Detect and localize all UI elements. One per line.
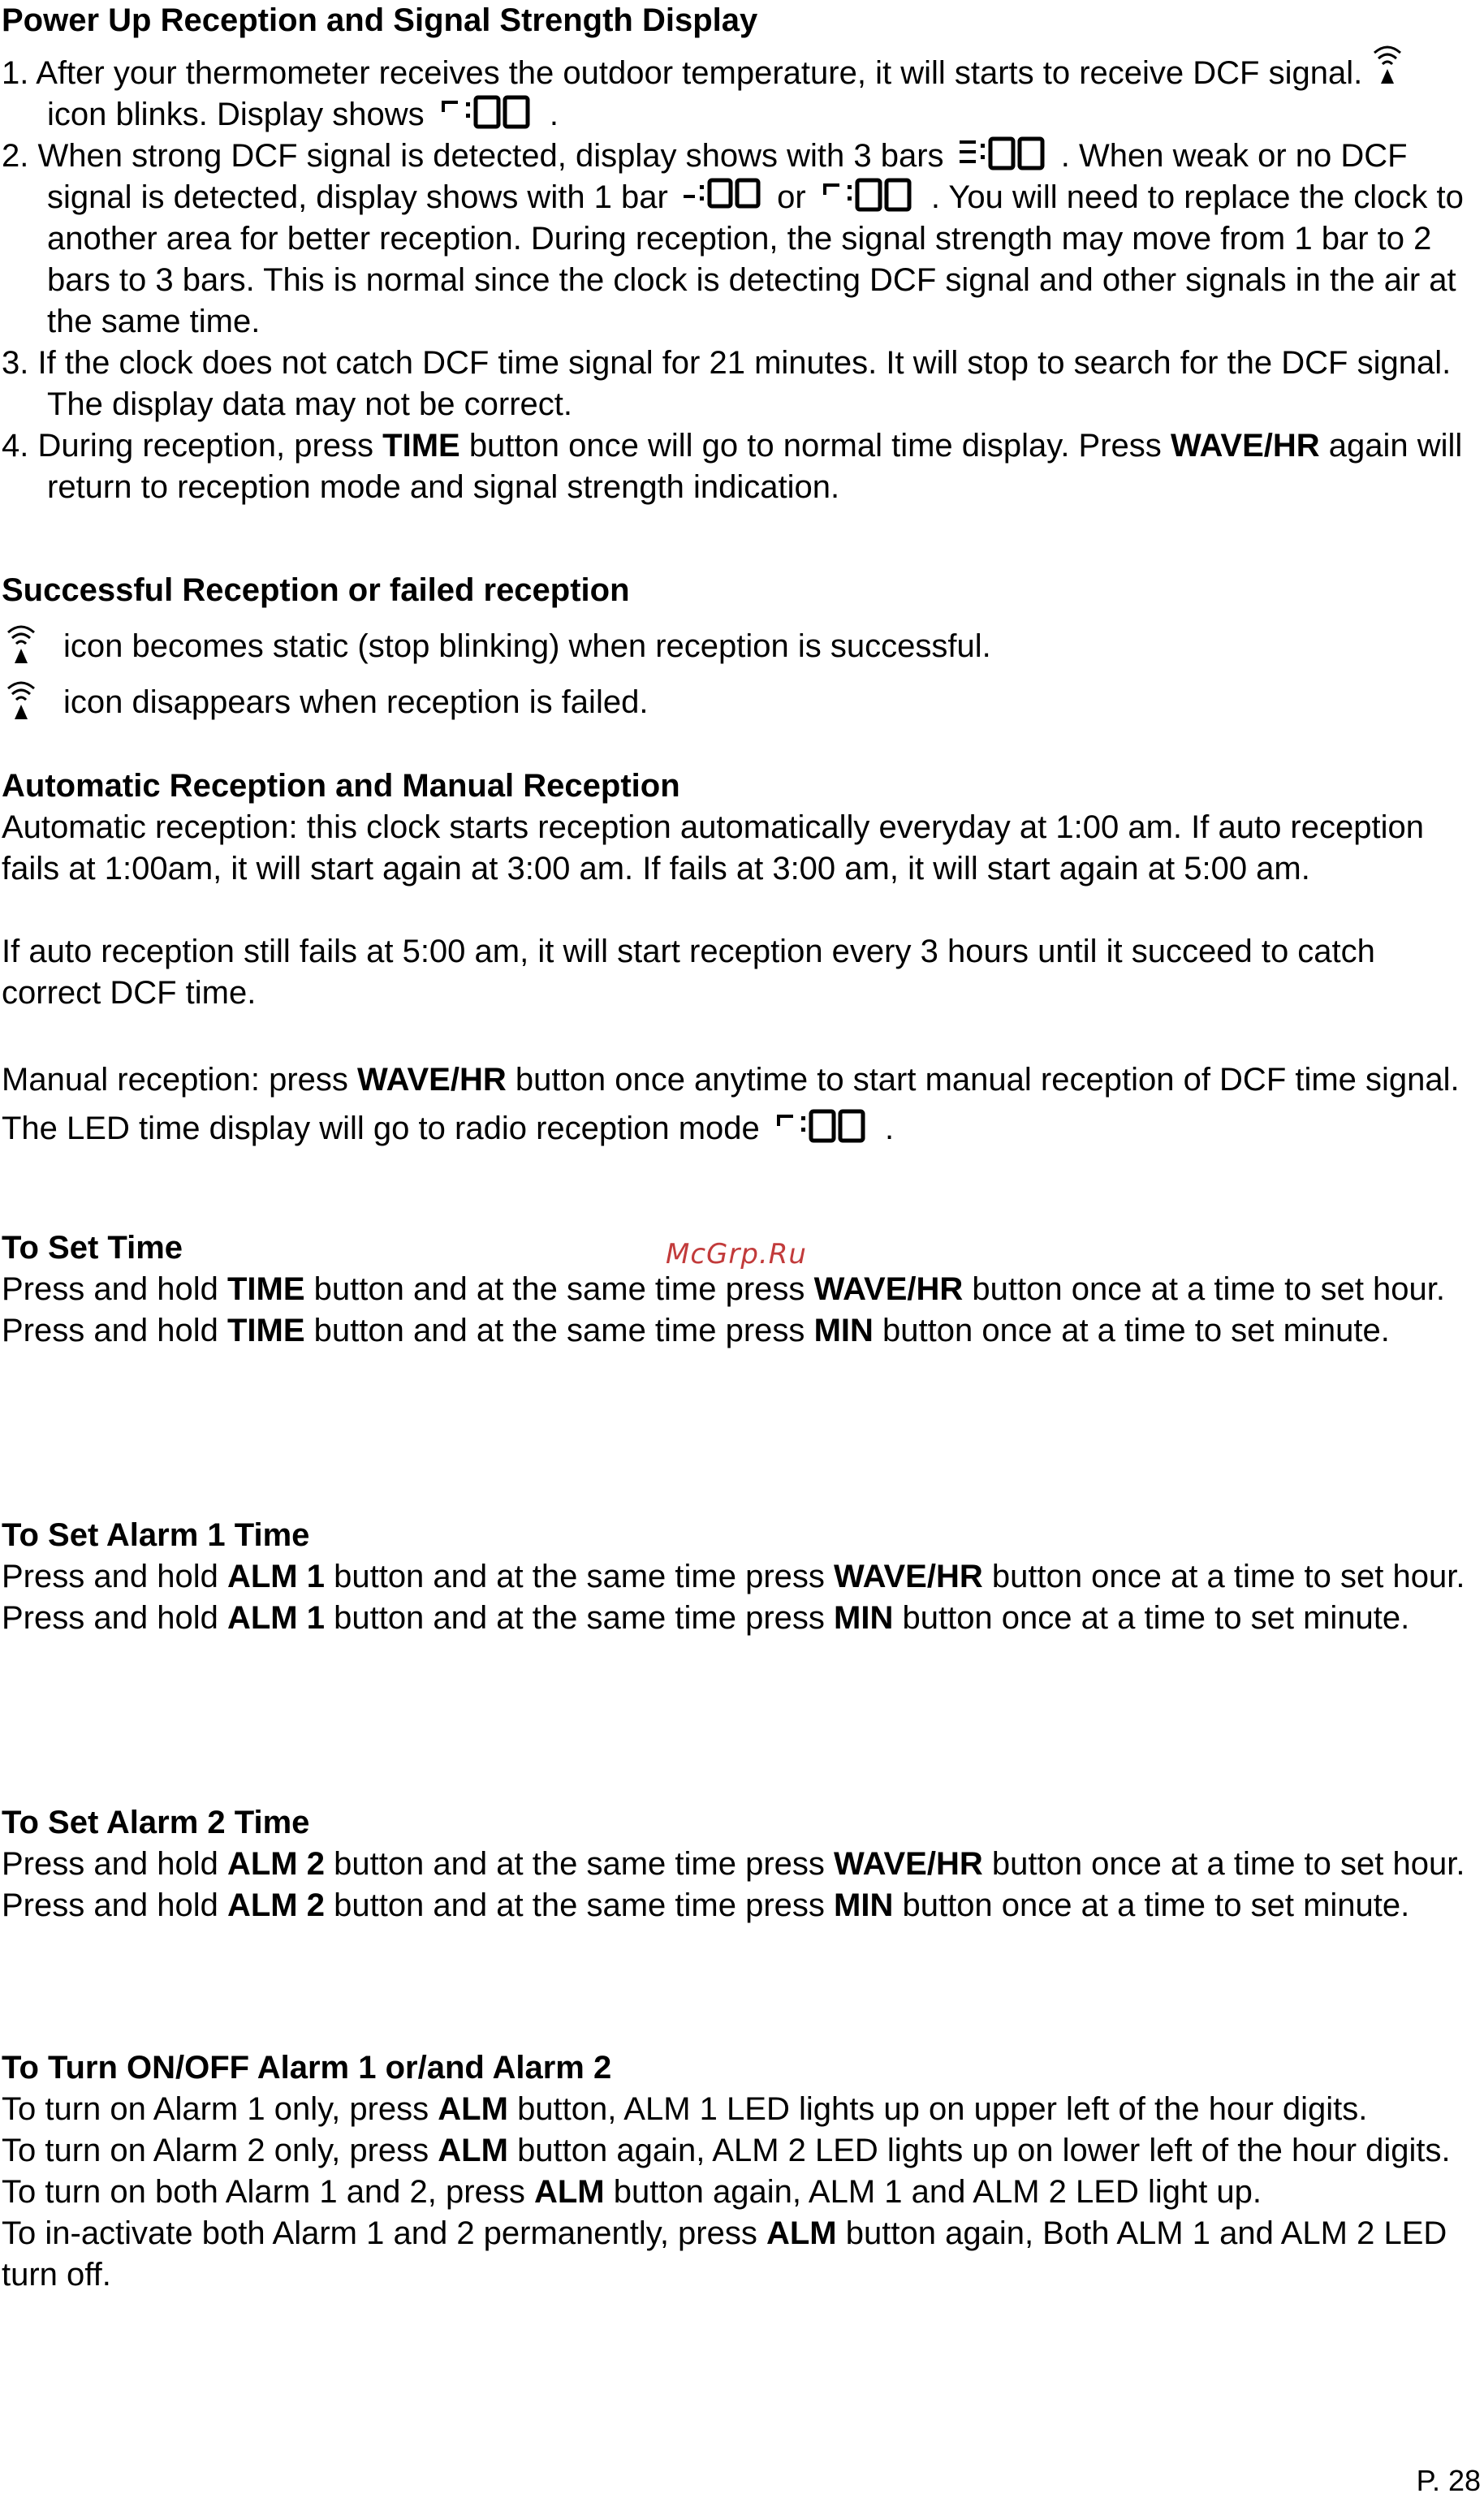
- text: button and at the same time press: [334, 1846, 825, 1882]
- text: To in-activate both Alarm 1 and 2 permanently, press: [2, 2215, 757, 2251]
- wave-hr-button-label: WAVE/HR: [357, 1062, 507, 1098]
- text: button once at a time to set hour.: [991, 1559, 1465, 1594]
- item-text: icon blinks. Display shows: [47, 97, 425, 132]
- text: button once at a time to set minute.: [902, 1600, 1410, 1636]
- time-button-label: TIME: [382, 428, 460, 464]
- set-time-line-2: [2, 1310, 1471, 1352]
- text: To turn on Alarm 2 only, press: [2, 2133, 429, 2168]
- set-time-section: [2, 1227, 1471, 1352]
- text: button again, ALM 1 and ALM 2 LED light up.: [613, 2174, 1262, 2210]
- onoff-line-4: [2, 2213, 1471, 2296]
- alm1-button-label: ALM 1: [226, 1600, 325, 1636]
- set-time-heading: To Set Time: [2, 1230, 183, 1266]
- alm-button-label: ALM: [766, 2215, 837, 2251]
- alarm1-section: [2, 1515, 1471, 1639]
- text: button and at the same time press: [334, 1600, 825, 1636]
- item-text: again will return to reception mode and signal strength indication.: [47, 428, 1463, 505]
- item-text: .: [549, 97, 559, 132]
- list-item: [2, 136, 1471, 343]
- alarm2-line-1: [2, 1844, 1471, 1885]
- lcd-reception-icon: [438, 94, 536, 130]
- failed-text: icon disappears when reception is failed.: [63, 684, 649, 720]
- text: Press and hold: [2, 1271, 218, 1307]
- lcd-3-bars-icon: [958, 136, 1047, 171]
- lcd-reception-icon: [820, 177, 917, 213]
- alm1-button-label: ALM 1: [226, 1559, 325, 1594]
- text: Press and hold: [2, 1846, 218, 1882]
- item-text: . You will need to replace the clock to another area for better reception. During reception, the signal strength may move from 1 bar to 2 bars to 3 bars. This is normal since the clock is detecting DCF signal and other signals in the air at the same time.: [47, 179, 1464, 339]
- text: button once at a time to set hour.: [972, 1271, 1446, 1307]
- text: To turn on Alarm 1 only, press: [2, 2091, 429, 2127]
- lcd-reception-icon: [774, 1108, 871, 1144]
- item-text: or: [777, 179, 806, 215]
- text: button again, ALM 2 LED lights up on lower left of the hour digits.: [517, 2133, 1451, 2168]
- page-number: P. 28: [1416, 2464, 1481, 2497]
- min-button-label: MIN: [834, 1600, 894, 1636]
- text: To turn on both Alarm 1 and 2, press: [2, 2174, 525, 2210]
- text: button once at a time to set minute.: [882, 1313, 1390, 1348]
- min-button-label: MIN: [813, 1313, 874, 1348]
- text: Press and hold: [2, 1313, 218, 1348]
- power-up-heading: Power Up Reception and Signal Strength Display: [2, 2, 758, 38]
- text: button once at a time to set hour.: [991, 1846, 1465, 1882]
- lcd-1-bar-icon: [682, 177, 763, 213]
- antenna-icon: [1371, 41, 1404, 90]
- manual-text: .: [885, 1111, 895, 1146]
- text: button and at the same time press: [334, 1559, 825, 1594]
- text: button once at a time to set minute.: [902, 1887, 1410, 1923]
- alarm2-section: [2, 1802, 1471, 1926]
- antenna-icon: [2, 677, 41, 726]
- alarm1-line-1: [2, 1556, 1471, 1598]
- list-item: [2, 41, 1471, 136]
- text: button again, Both ALM 1 and ALM 2 LED turn off.: [2, 2215, 1447, 2293]
- wave-hr-button-label: WAVE/HR: [813, 1271, 964, 1307]
- power-up-section: [2, 0, 1471, 508]
- wave-hr-button-label: WAVE/HR: [834, 1559, 983, 1594]
- alm-button-label: ALM: [533, 2174, 605, 2210]
- min-button-label: MIN: [834, 1887, 894, 1923]
- auto-paragraph-1: Automatic reception: this clock starts reception automatically everyday at 1:00 am. If auto reception fails at 1:00am, it will start again at 3:00 am. If fails at 3:00 am, it will start again at 5:00 am.: [2, 809, 1424, 887]
- item-text: . When weak or no DCF signal is detected, display shows with 1 bar: [47, 138, 1408, 215]
- text: button and at the same time press: [313, 1313, 805, 1348]
- watermark: McGrp.Ru: [666, 1238, 807, 1270]
- antenna-icon: [2, 621, 41, 670]
- wave-hr-button-label: WAVE/HR: [834, 1846, 983, 1882]
- success-heading: Successful Reception or failed reception: [2, 572, 630, 608]
- success-line: [2, 626, 1471, 667]
- auto-paragraph-2: If auto reception still fails at 5:00 am, it will start reception every 3 hours until it succeed to catch correct DCF time.: [2, 934, 1375, 1011]
- auto-heading: Automatic Reception and Manual Reception: [2, 768, 680, 804]
- onoff-section: [2, 2047, 1471, 2296]
- wave-hr-button-label: WAVE/HR: [1170, 428, 1320, 464]
- item-text: 2. When strong DCF signal is detected, display shows with 3 bars: [2, 138, 944, 174]
- alm2-button-label: ALM 2: [226, 1846, 325, 1882]
- alm-button-label: ALM: [438, 2091, 508, 2127]
- text: button and at the same time press: [313, 1271, 805, 1307]
- item-text: button once will go to normal time display. Press: [468, 428, 1162, 464]
- time-button-label: TIME: [226, 1271, 305, 1307]
- list-item: [2, 425, 1471, 508]
- onoff-line-1: [2, 2089, 1471, 2130]
- set-time-line-1: [2, 1269, 1471, 1310]
- auto-section: [2, 766, 1471, 1153]
- failed-line: [2, 682, 1471, 723]
- onoff-line-2: [2, 2130, 1471, 2172]
- success-section: [2, 570, 1471, 723]
- text: Press and hold: [2, 1887, 218, 1923]
- onoff-heading: To Turn ON/OFF Alarm 1 or/and Alarm 2: [2, 2050, 612, 2086]
- manual-text: button once anytime to start manual reception of DCF time signal. The LED time display will go to radio reception mode: [2, 1062, 1460, 1146]
- text: button, ALM 1 LED lights up on upper left of the hour digits.: [517, 2091, 1368, 2127]
- onoff-line-3: [2, 2172, 1471, 2213]
- text: Press and hold: [2, 1600, 218, 1636]
- success-text: icon becomes static (stop blinking) when reception is successful.: [63, 628, 991, 664]
- item-text: 1. After your thermometer receives the outdoor temperature, it will starts to receive DCF signal.: [2, 55, 1363, 91]
- alarm1-heading: To Set Alarm 1 Time: [2, 1517, 310, 1553]
- alarm1-line-2: [2, 1598, 1471, 1639]
- alm-button-label: ALM: [438, 2133, 508, 2168]
- list-item: [2, 343, 1471, 425]
- text: Press and hold: [2, 1559, 218, 1594]
- time-button-label: TIME: [226, 1313, 305, 1348]
- alarm2-line-2: [2, 1885, 1471, 1926]
- text: button and at the same time press: [334, 1887, 825, 1923]
- manual-paragraph: [2, 1055, 1471, 1153]
- power-up-list: [2, 41, 1471, 508]
- item-text: 4. During reception, press: [2, 428, 374, 464]
- alm2-button-label: ALM 2: [226, 1887, 325, 1923]
- item-text: 3. If the clock does not catch DCF time signal for 21 minutes. It will stop to search for the DCF signal. The display data may not be correct.: [2, 345, 1452, 422]
- manual-text: Manual reception: press: [2, 1062, 348, 1098]
- alarm2-heading: To Set Alarm 2 Time: [2, 1805, 310, 1840]
